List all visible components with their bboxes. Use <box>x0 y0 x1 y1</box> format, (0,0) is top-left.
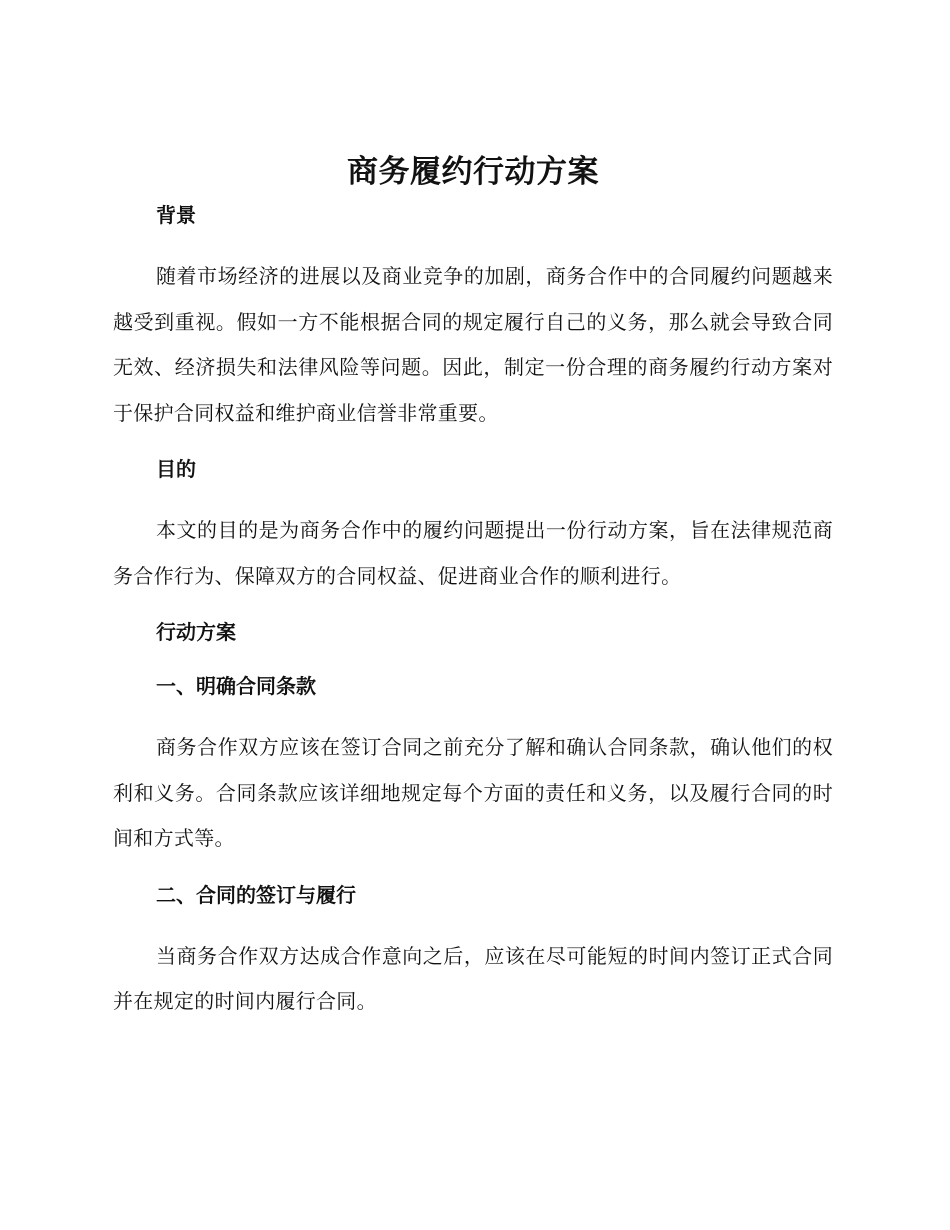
section-heading-signing-performance: 二、合同的签订与履行 <box>156 882 356 907</box>
section-heading-action-plan: 行动方案 <box>156 620 236 644</box>
section-background <box>113 200 833 454</box>
section-heading-background: 背景 <box>156 203 196 227</box>
document-title: 商务履约行动方案 <box>347 154 599 190</box>
section-heading-purpose: 目的 <box>156 457 196 481</box>
section-paragraph-signing-performance: 当商务合作双方达成合作意向之后，应该在尽可能短的时间内签订正式合同并在规定的时间内履行合同。 <box>113 943 833 1013</box>
document-page <box>113 150 833 1025</box>
section-heading-clarify-terms: 一、明确合同条款 <box>156 674 316 698</box>
section-signing-performance <box>113 880 833 1025</box>
section-paragraph-clarify-terms: 商务合作双方应该在签订合同之前充分了解和确认合同条款，确认他们的权利和义务。合同条款应该详细地规定每个方面的责任和义务，以及履行合同的时间和方式等。 <box>113 735 833 850</box>
section-action-plan <box>113 617 833 671</box>
section-paragraph-background: 随着市场经济的进展以及商业竞争的加剧，商务合作中的合同履约问题越来越受到重视。假如一方不能根据合同的规定履行自己的义务，那么就会导致合同无效、经济损失和法律风险等问题。因此，制定一份合理的商务履约行动方案对于保护合同权益和维护商业信誉非常重要。 <box>113 264 833 425</box>
section-clarify-terms <box>113 671 833 880</box>
section-paragraph-purpose: 本文的目的是为商务合作中的履约问题提出一份行动方案，旨在法律规范商务合作行为、保障双方的合同权益、促进商业合作的顺利进行。 <box>113 518 833 588</box>
section-purpose <box>113 454 833 617</box>
